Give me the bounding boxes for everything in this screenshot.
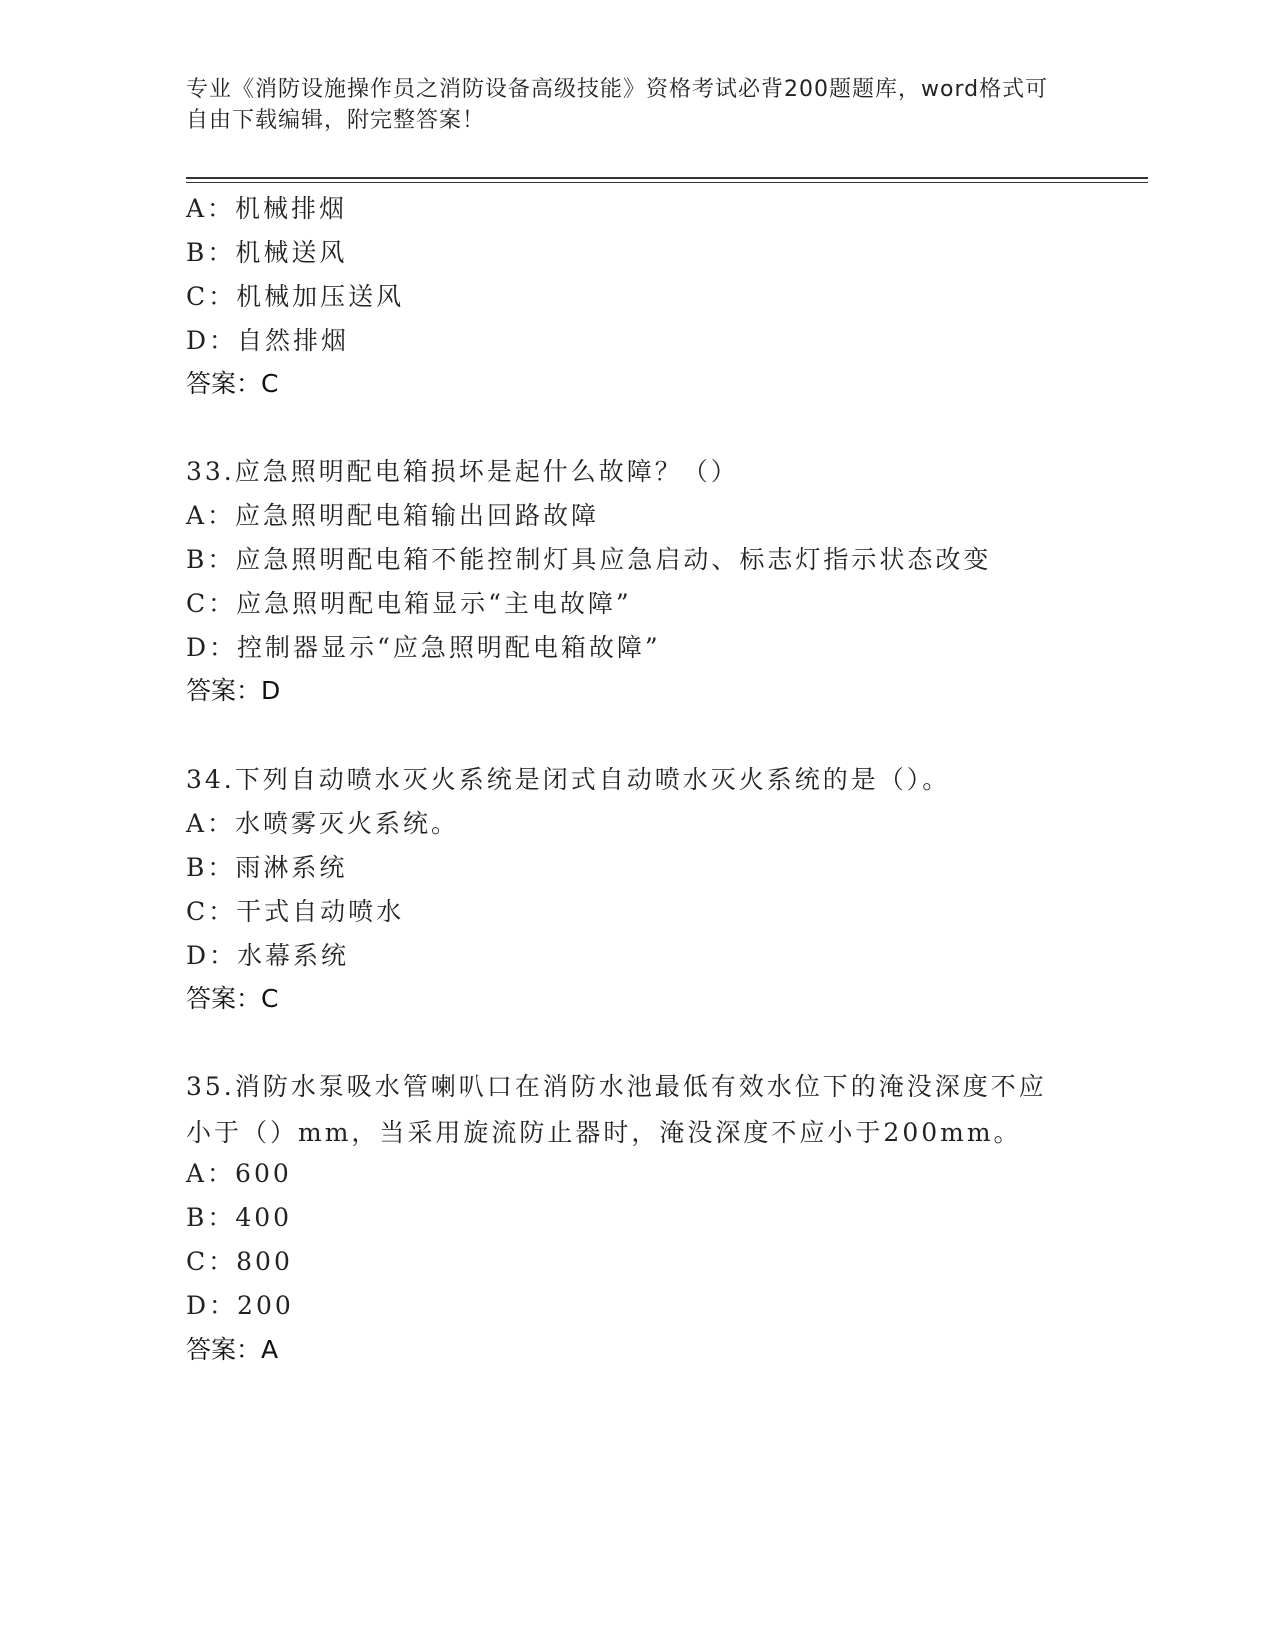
header-divider xyxy=(186,177,1148,183)
q35-option-a: A：600 xyxy=(186,1159,292,1188)
q34-stem: 34.下列自动喷水灭火系统是闭式自动喷水灭火系统的是（）。 xyxy=(186,765,951,794)
q33-answer: 答案：D xyxy=(186,676,281,705)
q34-answer: 答案：C xyxy=(186,984,279,1013)
q32-option-d: D：自然排烟 xyxy=(186,326,350,355)
document-header: 专业《消防设施操作员之消防设备高级技能》资格考试必背200题题库，word格式可自由下载编辑，附完整答案！ xyxy=(186,77,1049,133)
q34-option-b: B：雨淋系统 xyxy=(186,853,348,882)
q33-option-a: A：应急照明配电箱输出回路故障 xyxy=(186,501,600,530)
q35-answer: 答案：A xyxy=(186,1335,279,1364)
q35-option-c: C：800 xyxy=(186,1247,293,1276)
q32-answer: 答案：C xyxy=(186,369,279,398)
q33-option-b: B：应急照明配电箱不能控制灯具应急启动、标志灯指示状态改变 xyxy=(186,545,992,574)
q33-stem: 33.应急照明配电箱损坏是起什么故障？（） xyxy=(186,457,739,486)
q32-option-a: A：机械排烟 xyxy=(186,194,348,223)
q34-option-c: C：干式自动喷水 xyxy=(186,897,405,926)
q35-stem: 35.消防水泵吸水管喇叭口在消防水池最低有效水位下的淹没深度不应小于（）mm，当采用旋流防止器时，淹没深度不应小于200mm。 xyxy=(186,1072,1047,1147)
q34-option-a: A：水喷雾灭火系统。 xyxy=(186,809,460,838)
q35-option-b: B：400 xyxy=(186,1203,293,1232)
q35-option-d: D：200 xyxy=(186,1291,294,1320)
q33-option-d: D：控制器显示“应急照明配电箱故障” xyxy=(186,633,661,662)
q34-option-d: D：水幕系统 xyxy=(186,941,350,970)
q33-option-c: C：应急照明配电箱显示“主电故障” xyxy=(186,589,632,618)
q32-option-c: C：机械加压送风 xyxy=(186,282,405,311)
q32-option-b: B：机械送风 xyxy=(186,238,348,267)
